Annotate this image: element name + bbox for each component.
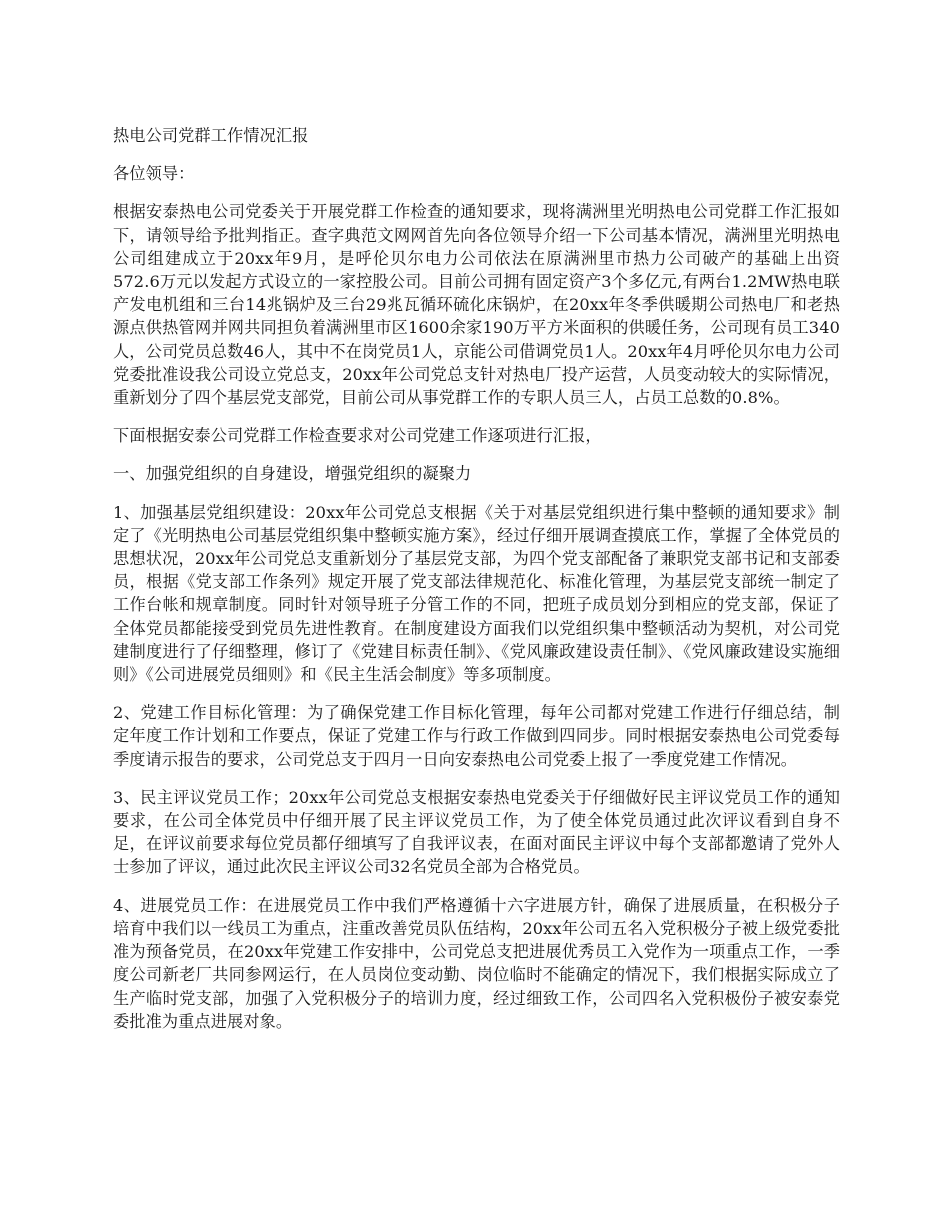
- paragraph-intro: 根据安泰热电公司党委关于开展党群工作检查的通知要求，现将满洲里光明热电公司党群工作汇报如下，请领导给予批判指正。查字典范文网网首先向各位领导介绍一下公司基本情况，满洲里光明热电公司组建成立于20xx年9月，是呼伦贝尔电力公司依法在原满洲里市热力公司破产的基础上出资572.6万元以发起方式设立的一家控股公司。目前公司拥有固定资产3个多亿元,有两台1.2MW热电联产发电机组和三台14兆锅炉及三台29兆瓦循环硫化床锅炉，在20xx年冬季供暖期公司热电厂和老热源点供热管网并网共同担负着满洲里市区1600余家190万平方米面积的供暖任务，公司现有员工340人，公司党员总数46人，其中不在岗党员1人，京能公司借调党员1人。20xx年4月呼伦贝尔电力公司党委批准设我公司设立党总支，20xx年公司党总支针对热电厂投产运营，人员变动较大的实际情况，重新划分了四个基层党支部党，目前公司从事党群工作的专职人员三人，占员工总数的0.8%。: [113, 202, 840, 408]
- paragraph-item-2: 2、党建工作目标化管理：为了确保党建工作目标化管理，每年公司都对党建工作进行仔细总结，制定年度工作计划和工作要点，保证了党建工作与行政工作做到四同步。同时根据安泰热电公司党委每季度请示报告的要求，公司党总支于四月一日向安泰热电公司党委上报了一季度党建工作情况。: [113, 703, 840, 769]
- paragraph-transition: 下面根据安泰公司党群工作检查要求对公司党建工作逐项进行汇报，: [113, 426, 602, 446]
- paragraph-item-1: 1、加强基层党组织建设：20xx年公司党总支根据《关于对基层党组织进行集中整顿的通知要求》制定了《光明热电公司基层党组织集中整顿实施方案》，经过仔细开展调查摸底工作，掌握了全体党员的思想状况，20xx年公司党总支重新划分了基层党支部，为四个党支部配备了兼职党支部书记和支部委员，根据《党支部工作条列》规定开展了党支部法律规范化、标准化管理，为基层党支部统一制定了工作台帐和规章制度。同时针对领导班子分管工作的不同，把班子成员划分到相应的党支部，保证了全体党员都能接受到党员先进性教育。在制度建设方面我们以党组织集中整顿活动为契机，对公司党建制度进行了仔细整理，修订了《党建目标责任制》、《党风廉政建设责任制》、《党风廉政建设实施细则》《公司进展党员细则》和《民主生活会制度》等多项制度。: [113, 502, 840, 685]
- paragraph-item-3: 3、民主评议党员工作；20xx年公司党总支根据安泰热电党委关于仔细做好民主评议党员工作的通知要求，在公司全体党员中仔细开展了民主评议党员工作，为了使全体党员通过此次评议看到自身不足，在评议前要求每位党员都仔细填写了自我评议表，在面对面民主评议中每个支部都邀请了党外人士参加了评议，通过此次民主评议公司32名党员全部为合格党员。: [113, 787, 840, 877]
- paragraph-item-4: 4、进展党员工作：在进展党员工作中我们严格遵循十六字进展方针，确保了进展质量，在积极分子培育中我们以一线员工为重点，注重改善党员队伍结构，20xx年公司五名入党积极分子被上级党委批准为预备党员，在20xx年党建工作安排中，公司党总支把进展优秀员工入党作为一项重点工作，一季度公司新老厂共同参网运行，在人员岗位变动勤、岗位临时不能确定的情况下，我们根据实际成立了生产临时党支部，加强了入党积极分子的培训力度，经过细致工作，公司四名入党积极份子被安泰党委批准为重点进展对象。: [113, 895, 840, 1031]
- salutation: 各位领导：: [113, 164, 195, 184]
- document-title: 热电公司党群工作情况汇报: [113, 126, 309, 145]
- document-page: [113, 124, 840, 1048]
- section-heading-1: 一、加强党组织的自身建设，增强党组织的凝聚力: [113, 464, 472, 484]
